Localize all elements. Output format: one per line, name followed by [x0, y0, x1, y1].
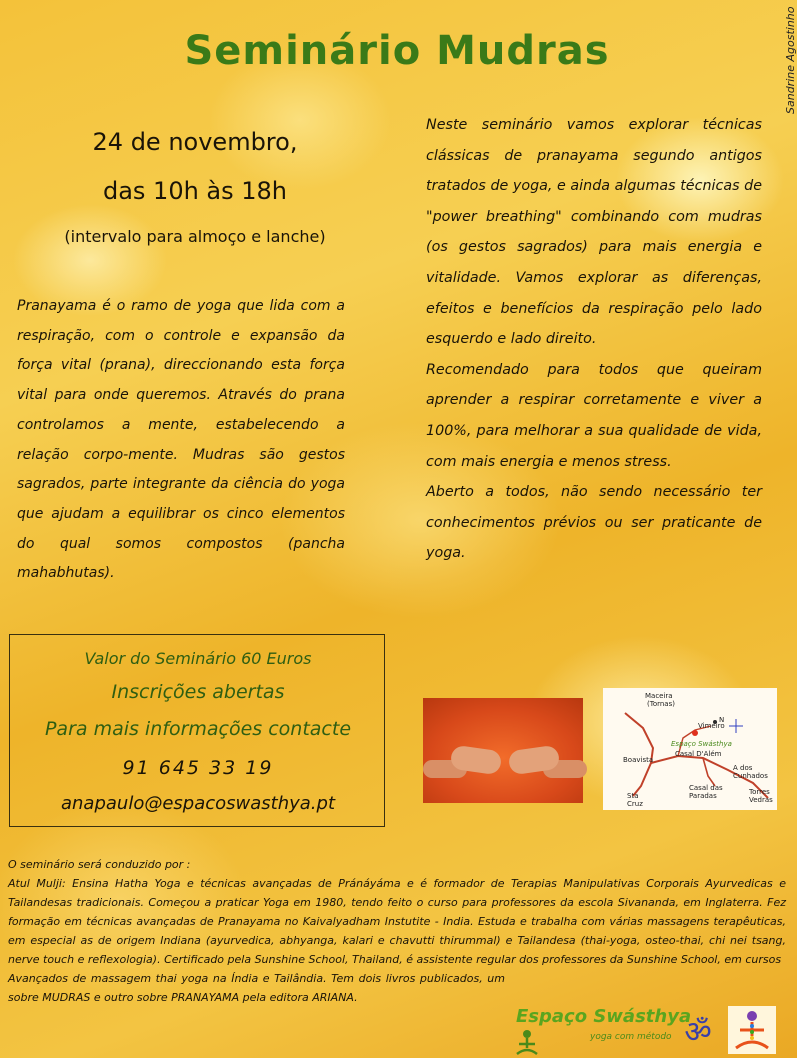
contact-box	[9, 634, 385, 827]
bio-text-continued: Avançados de massagem thai yoga na Índia e Tailândia. Tem dois livros publicados, um sobre MUDRAS e outro sobre PRANAYAMA pela editora ARIANA.	[8, 972, 505, 1004]
event-hours: das 10h às 18h	[102, 177, 288, 205]
map-label-vimeiro: Vimeiro	[698, 722, 725, 730]
photo-credit	[770, 6, 797, 120]
map-label-a-dos-cunhados: A dos Cunhados	[733, 764, 768, 780]
espaco-swasthya-logo	[510, 1006, 692, 1054]
map-label-tornas: (Tornas)	[647, 700, 675, 708]
seminar-description	[426, 110, 762, 569]
map-label-casal-paradas: Casal das Paradas	[689, 784, 723, 800]
bio-intro: O seminário será conduzido por :	[8, 858, 191, 871]
phone-number[interactable]: 91 645 33 19	[122, 757, 274, 779]
logo-name: Espaço Swásthya	[516, 1006, 692, 1027]
map-label-maceira: Maceira	[645, 692, 673, 700]
chakra-figure-icon	[728, 1006, 776, 1054]
map-label-sta-cruz: Sta Cruz	[627, 792, 643, 808]
meditation-figure-icon	[512, 1028, 542, 1058]
pranayama-description: Pranayama é o ramo de yoga que lida com a respiração, com o controle e expansão da força vital (prana), direccionando esta força vital para onde queremos. Através do prana controlamos a mente, estabelecendo a relação corpo-mente. Mudras são gestos sagrados, parte integrante da ciência do yoga que ajudam a equilibrar os cinco elementos do qual somos compostos (pancha mahabhutas).	[17, 298, 345, 582]
audience-paragraph: Aberto a todos, não sendo necessário ter conhecimentos prévios ou ser praticante de yoga.	[426, 484, 762, 562]
map-label-espaco: Espaço Swásthya	[671, 740, 732, 748]
location-map	[603, 688, 777, 810]
map-label-boavista: Boavista	[623, 756, 654, 764]
registration-text: Inscrições abertas	[111, 681, 285, 703]
email-link[interactable]: anapaulo@espacoswasthya.pt	[60, 793, 336, 814]
contact-prompt: Para mais informações contacte	[44, 718, 352, 740]
description-paragraph: Neste seminário vamos explorar técnicas clássicas de pranayama segundo antigos tratados de yoga, e ainda algumas técnicas de "power breathing" combinando com mudras (os gestos sagrados) para mais energia e vitalidade. Vamos explorar as diferenças, efeitos e benefícios da respiração pelo lado esquerdo e lado direito.	[426, 117, 762, 348]
map-label-casal-dalem: Casal D'Além	[675, 750, 722, 758]
instructor-bio	[8, 855, 786, 1007]
mudra-hands-photo	[423, 698, 583, 803]
map-label-north: N	[719, 716, 725, 724]
om-icon: ॐ	[684, 1014, 712, 1050]
break-note: (intervalo para almoço e lanche)	[64, 227, 326, 246]
price-text: Valor do Seminário 60 Euros	[84, 649, 312, 668]
page-title: Seminário Mudras	[184, 28, 610, 74]
photo-credit-text: Sandrine Agostinho	[784, 6, 797, 114]
recommendation-paragraph: Recomendado para todos que queiram aprender a respirar corretamente e viver a 100%, para melhorar a sua qualidade de vida, com mais energia e menos stress.	[426, 361, 762, 470]
event-date: 24 de novembro,	[92, 128, 298, 156]
logo-tagline: yoga com método	[590, 1032, 672, 1042]
bio-text: Atul Mulji: Ensina Hatha Yoga e técnicas avançadas de Pránáyáma e é formador de Terapias Manipulativas Corporais Ayurvedicas e Tailandesas tradicionais. Começou a praticar Yoga em 1980, tendo feito o curso para professores da escola Sivananda, em Inglaterra. Fez formação em técnicas avançadas de Pranayama no Kaivalyadham Instutite - India. Estuda e trabalha com várias massagens terapêuticas, em especial as de origem Indiana (ayurvedica, abhyanga, kalari e chavutti thirummal) e Tailandesa (thai-yoga, osteo-thai, chi nei tsang, nerve touch e reflexologia). Certificado pela Sunshine School, Thailand, é assistente regular dos professores da Sunshine School, em cursos	[8, 877, 786, 966]
map-label-torres-vedras: Torres Vedras	[749, 788, 773, 804]
